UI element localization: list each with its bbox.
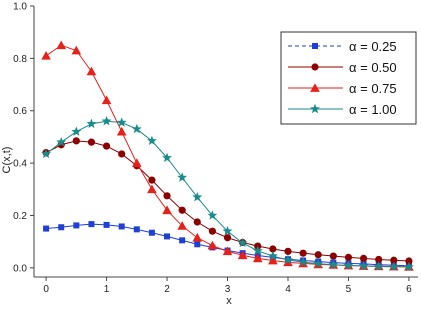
- data-point: [194, 218, 201, 225]
- x-tick-label: 1: [103, 284, 110, 295]
- data-point: [148, 177, 155, 184]
- data-point: [58, 224, 64, 230]
- y-axis-label: C(x,t): [1, 146, 13, 174]
- data-point: [103, 142, 110, 149]
- legend-label: α = 0.50: [349, 60, 397, 75]
- legend-label: α = 1.00: [349, 102, 397, 117]
- data-point: [194, 241, 200, 247]
- legend-label: α = 0.25: [349, 39, 397, 54]
- y-tick-label: 0.2: [13, 210, 27, 222]
- data-point: [224, 234, 231, 241]
- y-tick-label: 0.0: [13, 263, 27, 275]
- data-point: [73, 137, 80, 144]
- legend-label: α = 0.75: [349, 81, 397, 96]
- x-tick-label: 0: [43, 284, 49, 295]
- data-point: [104, 222, 110, 228]
- data-point: [163, 192, 170, 199]
- x-tick-label: 2: [164, 284, 170, 295]
- data-point: [315, 251, 322, 258]
- data-point: [88, 221, 94, 227]
- data-point: [134, 226, 140, 232]
- x-tick-label: 5: [345, 284, 352, 295]
- legend-marker: [311, 63, 318, 70]
- data-point: [345, 254, 352, 261]
- x-tick-label: 4: [285, 284, 291, 295]
- x-tick-label: 3: [224, 284, 231, 295]
- data-point: [88, 139, 95, 146]
- data-point: [149, 230, 155, 236]
- data-point: [179, 237, 185, 243]
- legend-marker: [312, 43, 318, 49]
- data-point: [119, 223, 125, 229]
- y-tick-label: 0.6: [13, 106, 27, 118]
- y-tick-label: 1.0: [13, 1, 27, 13]
- data-point: [330, 252, 337, 259]
- data-point: [300, 250, 307, 257]
- data-point: [73, 222, 79, 228]
- x-tick-label: 6: [406, 284, 412, 295]
- data-point: [179, 207, 186, 214]
- data-point: [284, 248, 291, 255]
- y-tick-label: 0.4: [13, 158, 27, 170]
- y-tick-label: 0.8: [13, 53, 27, 65]
- legend: [281, 32, 416, 124]
- data-point: [209, 228, 216, 235]
- data-point: [118, 150, 125, 157]
- data-point: [164, 233, 170, 239]
- x-axis-label: x: [226, 295, 232, 307]
- data-point: [43, 226, 49, 232]
